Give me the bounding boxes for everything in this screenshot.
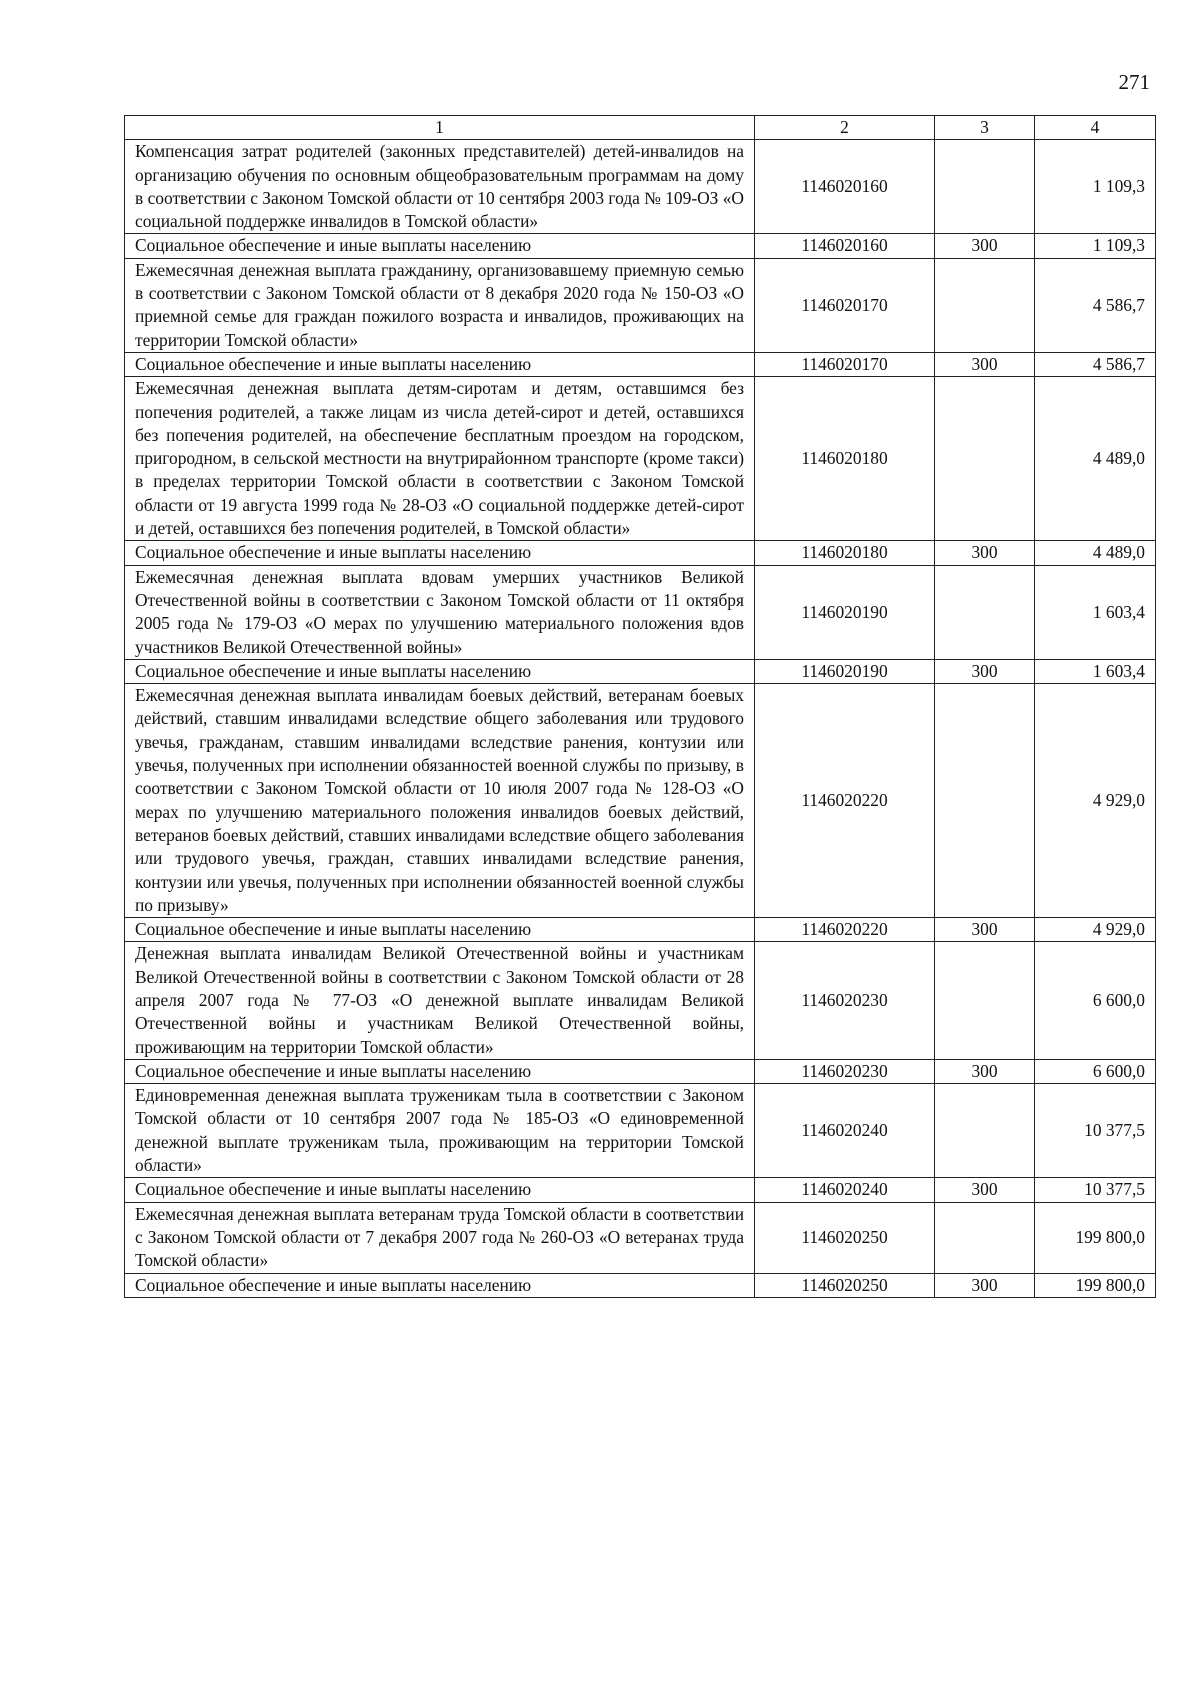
budget-table-body <box>125 116 1156 1298</box>
row-target-code: 1146020180 <box>755 377 935 541</box>
row-target-code: 1146020220 <box>755 684 935 918</box>
row-amount: 4 489,0 <box>1035 377 1156 541</box>
row-expense-type: 300 <box>935 1273 1035 1297</box>
row-name: Социальное обеспечение и иные выплаты населению <box>125 1273 755 1297</box>
row-amount: 10 377,5 <box>1035 1178 1156 1202</box>
row-amount: 4 489,0 <box>1035 541 1156 565</box>
row-target-code: 1146020240 <box>755 1084 935 1178</box>
column-header-4: 4 <box>1035 116 1156 140</box>
row-expense-type: 300 <box>935 1178 1035 1202</box>
row-target-code: 1146020250 <box>755 1202 935 1273</box>
row-target-code: 1146020170 <box>755 352 935 376</box>
row-expense-type <box>935 565 1035 659</box>
row-expense-type <box>935 377 1035 541</box>
row-expense-type: 300 <box>935 352 1035 376</box>
table-row <box>125 377 1156 541</box>
row-name: Социальное обеспечение и иные выплаты населению <box>125 352 755 376</box>
row-expense-type: 300 <box>935 659 1035 683</box>
row-name: Ежемесячная денежная выплата ветеранам труда Томской области в соответствии с Законом Томской области от 7 декабря 2007 года № 260-ОЗ «О ветеранах труда Томской области» <box>125 1202 755 1273</box>
table-row <box>125 565 1156 659</box>
budget-table <box>124 115 1156 1298</box>
row-expense-type <box>935 140 1035 234</box>
page-number: 271 <box>1118 70 1150 94</box>
row-name: Компенсация затрат родителей (законных представителей) детей-инвалидов на организацию обучения по основным общеобразовательным программам на дому в соответствии с Законом Томской области от 10 сентября 2003 года № 109-ОЗ «О социальной поддержке инвалидов в Томской области» <box>125 140 755 234</box>
table-row <box>125 352 1156 376</box>
table-row <box>125 1059 1156 1083</box>
column-number-row <box>125 116 1156 140</box>
row-name: Единовременная денежная выплата труженикам тыла в соответствии с Законом Томской области от 10 сентября 2007 года № 185-ОЗ «О единовременной денежной выплате труженикам тыла, проживающим на территории Томской области» <box>125 1084 755 1178</box>
row-amount: 1 603,4 <box>1035 659 1156 683</box>
row-expense-type: 300 <box>935 918 1035 942</box>
row-expense-type <box>935 258 1035 352</box>
table-row <box>125 234 1156 258</box>
table-row <box>125 918 1156 942</box>
row-target-code: 1146020170 <box>755 258 935 352</box>
row-name: Социальное обеспечение и иные выплаты населению <box>125 1059 755 1083</box>
row-amount: 10 377,5 <box>1035 1084 1156 1178</box>
row-amount: 1 109,3 <box>1035 234 1156 258</box>
column-header-3: 3 <box>935 116 1035 140</box>
row-expense-type <box>935 1202 1035 1273</box>
table-row <box>125 1273 1156 1297</box>
row-target-code: 1146020240 <box>755 1178 935 1202</box>
row-name: Ежемесячная денежная выплата инвалидам боевых действий, ветеранам боевых действий, ставшим инвалидами вследствие общего заболевания или трудового увечья, гражданам, ставшим инвалидами вследствие ранения, контузии или увечья, полученных при исполнении обязанностей военной службы по призыву, в соответствии с Законом Томской области от 10 июля 2007 года № 128-ОЗ «О мерах по улучшению материального положения инвалидов боевых действий, ветеранов боевых действий, ставших инвалидами вследствие общего заболевания или трудового увечья, граждан, ставших инвалидами вследствие ранения, контузии или увечья, полученных при исполнении обязанностей военной службы по призыву» <box>125 684 755 918</box>
row-name: Ежемесячная денежная выплата детям-сиротам и детям, оставшимся без попечения родителей, а также лицам из числа детей-сирот и детей, оставшихся без попечения родителей, на обеспечение бесплатным проездом на городском, пригородном, в сельской местности на внутрирайонном транспорте (кроме такси) в пределах территории Томской области в соответствии с Законом Томской области от 19 августа 1999 года № 28-ОЗ «О социальной поддержке детей-сирот и детей, оставшихся без попечения родителей, в Томской области» <box>125 377 755 541</box>
table-row <box>125 1202 1156 1273</box>
column-header-2: 2 <box>755 116 935 140</box>
row-name: Социальное обеспечение и иные выплаты населению <box>125 541 755 565</box>
row-expense-type: 300 <box>935 1059 1035 1083</box>
row-amount: 6 600,0 <box>1035 942 1156 1059</box>
row-amount: 199 800,0 <box>1035 1273 1156 1297</box>
row-name: Социальное обеспечение и иные выплаты населению <box>125 1178 755 1202</box>
row-amount: 1 109,3 <box>1035 140 1156 234</box>
row-target-code: 1146020190 <box>755 565 935 659</box>
row-name: Денежная выплата инвалидам Великой Отечественной войны и участникам Великой Отечественной войны в соответствии с Законом Томской области от 28 апреля 2007 года № 77-ОЗ «О денежной выплате инвалидам Великой Отечественной войны и участникам Великой Отечественной войны, проживающим на территории Томской области» <box>125 942 755 1059</box>
table-row <box>125 659 1156 683</box>
row-amount: 4 929,0 <box>1035 684 1156 918</box>
table-row <box>125 684 1156 918</box>
row-amount: 4 929,0 <box>1035 918 1156 942</box>
row-target-code: 1146020180 <box>755 541 935 565</box>
row-expense-type: 300 <box>935 541 1035 565</box>
row-expense-type <box>935 684 1035 918</box>
row-target-code: 1146020220 <box>755 918 935 942</box>
row-target-code: 1146020230 <box>755 942 935 1059</box>
row-target-code: 1146020230 <box>755 1059 935 1083</box>
row-expense-type: 300 <box>935 234 1035 258</box>
row-name: Ежемесячная денежная выплата вдовам умерших участников Великой Отечественной войны в соответствии с Законом Томской области от 11 октября 2005 года № 179-ОЗ «О мерах по улучшению материального положения вдов участников Великой Отечественной войны» <box>125 565 755 659</box>
row-expense-type <box>935 942 1035 1059</box>
row-name: Социальное обеспечение и иные выплаты населению <box>125 918 755 942</box>
table-row <box>125 541 1156 565</box>
table-row <box>125 140 1156 234</box>
row-target-code: 1146020250 <box>755 1273 935 1297</box>
row-amount: 6 600,0 <box>1035 1059 1156 1083</box>
row-target-code: 1146020190 <box>755 659 935 683</box>
table-row <box>125 942 1156 1059</box>
row-amount: 4 586,7 <box>1035 258 1156 352</box>
row-expense-type <box>935 1084 1035 1178</box>
row-target-code: 1146020160 <box>755 234 935 258</box>
row-name: Социальное обеспечение и иные выплаты населению <box>125 234 755 258</box>
row-name: Ежемесячная денежная выплата гражданину, организовавшему приемную семью в соответствии с Законом Томской области от 8 декабря 2020 года № 150-ОЗ «О приемной семье для граждан пожилого возраста и инвалидов, проживающих на территории Томской области» <box>125 258 755 352</box>
table-row <box>125 258 1156 352</box>
column-header-1: 1 <box>125 116 755 140</box>
row-name: Социальное обеспечение и иные выплаты населению <box>125 659 755 683</box>
table-row <box>125 1084 1156 1178</box>
row-amount: 4 586,7 <box>1035 352 1156 376</box>
row-amount: 1 603,4 <box>1035 565 1156 659</box>
row-amount: 199 800,0 <box>1035 1202 1156 1273</box>
table-row <box>125 1178 1156 1202</box>
row-target-code: 1146020160 <box>755 140 935 234</box>
